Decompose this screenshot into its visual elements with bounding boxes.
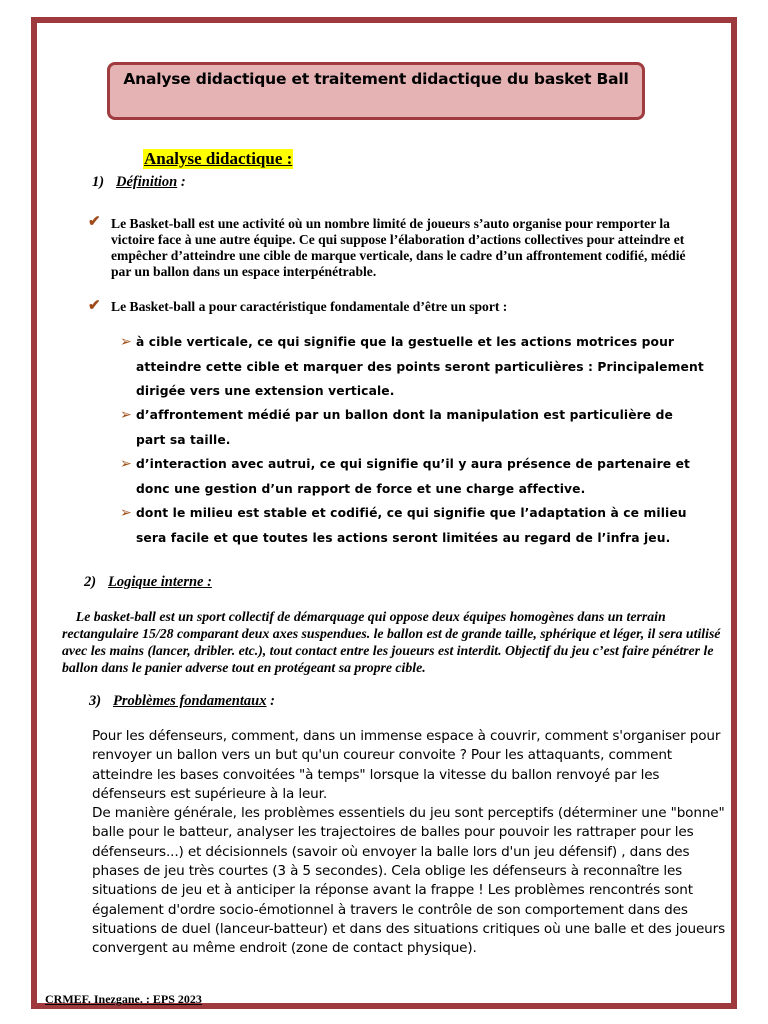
arrow-bullet-icon: ➢ bbox=[120, 506, 132, 521]
definition-heading-text: Définition bbox=[116, 174, 178, 190]
sub-item-2: d’affrontement médié par un ballon dont la manipulation est particulière de part sa taille. bbox=[136, 408, 673, 447]
section-heading: Analyse didactique : bbox=[144, 149, 293, 168]
problemes-colon: : bbox=[266, 693, 275, 709]
logique-text: Le basket-ball est un sport collectif de démarquage qui oppose deux équipes homogènes dans un terrain rectangulaire 15/28 comparant deux axes suspendues. le ballon est de grande taille, sphérique et léger, il sera utilisé avec les mains (lancer, dribler. etc.), tout contact entre les joueurs est interdit. Objectif du jeu c’est faire pénétrer le ballon dans le panier adverse tout en protégeant sa propre cible. bbox=[62, 609, 721, 675]
arrow-bullet-icon: ➢ bbox=[120, 335, 132, 350]
problemes-heading-text: Problèmes fondamentaux bbox=[113, 693, 267, 709]
checkmark-icon: ✔ bbox=[88, 214, 101, 230]
problemes-number: 3) bbox=[89, 693, 102, 709]
problemes-paragraph-1: Pour les défenseurs, comment, dans un immense espace à couvrir, comment s'organiser pour renvoyer un ballon vers un but qu'un coureur convoite ? Pour les attaquants, comment atteindre les bases convoitées "à temps" lorsque la vitesse du ballon renvoyé par les défenseurs est supérieure à la leur. bbox=[92, 728, 721, 802]
arrow-bullet-icon: ➢ bbox=[120, 457, 132, 472]
definition-bullet-2: Le Basket-ball a pour caractéristique fondamentale d’être un sport : bbox=[111, 299, 508, 314]
footer-credit: CRMEF. Inezgane. : EPS 2023 bbox=[45, 992, 202, 1006]
logique-number: 2) bbox=[84, 574, 97, 590]
checkmark-icon: ✔ bbox=[88, 298, 101, 314]
problemes-paragraph-2: De manière générale, les problèmes essentiels du jeu sont perceptifs (déterminer une "bonne" balle pour le batteur, analyser les trajectoires de balles pour pouvoir les rattraper pour les défenseurs...) et décisionnels (savoir où envoyer la balle lors d'un jeu défensif) , dans des phases de jeu très courtes (3 à 5 secondes). Cela oblige les défenseurs à reconnaître les situations de jeu et à anticiper la réponse avant la frappe ! Les problèmes rencontrés sont également d'ordre socio-émotionnel à travers le contrôle de son comportement dans des situations de duel (lanceur-batteur) et dans des situations critiques où une balle et des joueurs convergent au même endroit (zone de contact physique). bbox=[92, 805, 726, 957]
problemes-heading bbox=[89, 693, 275, 710]
arrow-bullet-icon: ➢ bbox=[120, 408, 132, 423]
problemes-body bbox=[92, 727, 732, 959]
logique-heading-text: Logique interne : bbox=[108, 574, 212, 590]
logique-heading bbox=[84, 574, 212, 591]
logique-paragraph bbox=[62, 608, 722, 676]
sub-item-4: dont le milieu est stable et codifié, ce qui signifie que l’adaptation à ce milieu sera facile et que toutes les actions seront limitées au regard de l’infra jeu. bbox=[136, 506, 687, 545]
definition-number: 1) bbox=[92, 174, 105, 190]
definition-bullet-1: Le Basket-ball est une activité où un nombre limité de joueurs s’auto organise pour remporter la victoire face à une autre équipe. Ce qui suppose l’élaboration d’actions collectives pour atteindre et empêcher d’atteindre une cible de marque verticale, dans le cadre d’un affrontement codifié, médié par un ballon dans un espace interpénétrable. bbox=[111, 216, 686, 279]
definition-colon: : bbox=[177, 174, 186, 190]
sub-item-1: à cible verticale, ce qui signifie que la gestuelle et les actions motrices pour atteindre cette cible et marquer des points seront particulières : Principalement dirigée vers une extension verticale. bbox=[136, 335, 704, 398]
definition-heading bbox=[92, 174, 186, 191]
page-title: Analyse didactique et traitement didactique du basket Ball bbox=[123, 70, 629, 88]
sub-item-3: d’interaction avec autrui, ce qui signifie qu’il y aura présence de partenaire et donc une gestion d’un rapport de force et une charge affective. bbox=[136, 457, 691, 496]
title-box bbox=[107, 62, 645, 120]
